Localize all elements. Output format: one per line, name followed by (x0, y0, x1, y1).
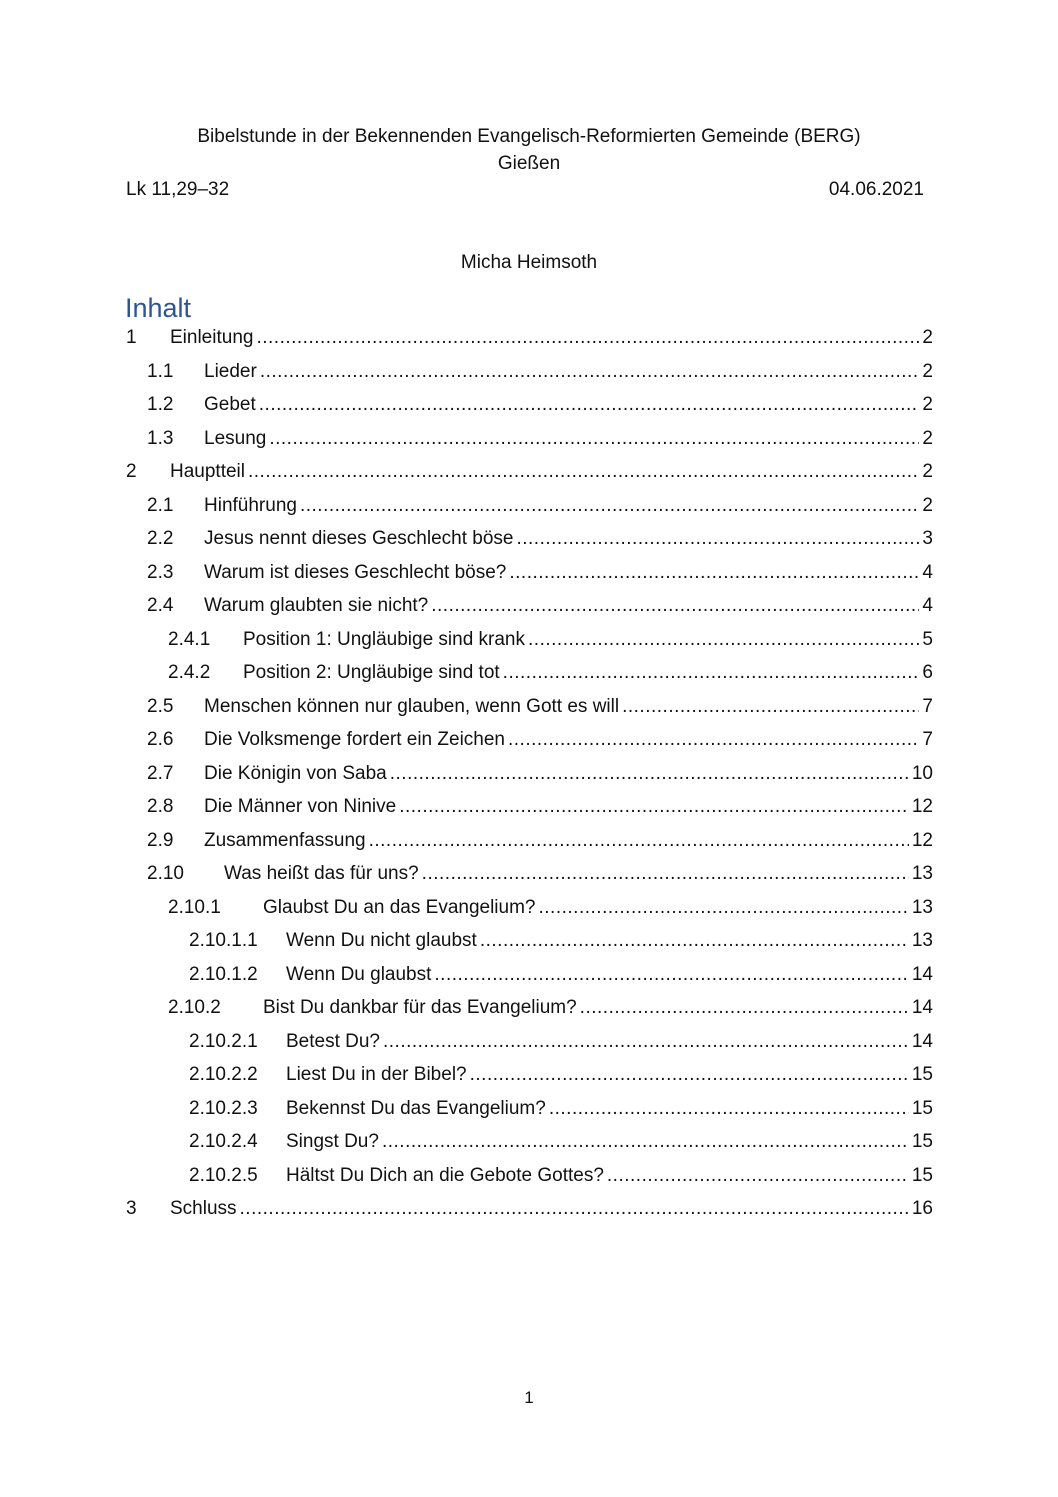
toc-entry-title: Singst Du? (286, 1131, 379, 1152)
toc-entry-title: Die Männer von Ninive (204, 796, 397, 817)
toc-entry-title: Die Volksmenge fordert ein Zeichen (204, 729, 505, 750)
toc-entry-page: 2 (922, 461, 933, 482)
toc-leader-dots (509, 562, 919, 584)
toc-entry[interactable] (126, 1198, 933, 1232)
toc-entry-number: 2.10.2.3 (189, 1097, 258, 1119)
toc-entry-page: 4 (922, 561, 933, 583)
toc-leader-dots (269, 428, 919, 450)
toc-entry-page: 12 (911, 796, 933, 817)
toc-entry[interactable] (126, 327, 933, 361)
toc-leader-dots (300, 495, 919, 517)
toc-entry-number: 2.1 (147, 494, 174, 516)
toc-entry[interactable] (126, 1098, 933, 1132)
toc-entry-number: 2.7 (147, 762, 174, 784)
toc-entry-page: 7 (922, 695, 933, 717)
toc-entry[interactable] (126, 763, 933, 797)
toc-entry-number: 2.3 (147, 561, 174, 583)
toc-entry-page: 14 (911, 963, 933, 985)
toc-leader-dots (503, 662, 920, 684)
toc-entry-page: 16 (911, 1198, 933, 1219)
page-number: 1 (524, 1388, 534, 1407)
toc-leader-dots (580, 997, 909, 1019)
toc-entry[interactable] (126, 796, 933, 830)
toc-leader-dots (259, 394, 920, 416)
toc-entry[interactable] (126, 595, 933, 629)
author-name: Micha Heimsoth (460, 252, 598, 273)
toc-leader-dots (383, 1031, 909, 1053)
toc-entry-title: Lesung (204, 427, 267, 449)
toc-entry-title: Glaubst Du an das Evangelium? (263, 896, 536, 918)
toc-leader-dots (431, 595, 919, 617)
toc-leader-dots (369, 830, 909, 852)
toc-entry-number: 2.10.2.2 (189, 1064, 258, 1085)
toc-entry-page: 12 (911, 829, 933, 851)
toc-entry-number: 1.3 (147, 427, 174, 449)
toc-entry-page: 13 (911, 896, 933, 918)
toc-entry-title: Bekennst Du das Evangelium? (286, 1097, 546, 1119)
toc-entry-page: 2 (922, 494, 933, 516)
toc-entry-page: 15 (911, 1164, 933, 1186)
toc-leader-dots (549, 1098, 909, 1120)
toc-entry-number: 2.8 (147, 796, 174, 817)
toc-entry-number: 2.5 (147, 695, 174, 717)
toc-leader-dots (528, 629, 919, 651)
toc-entry-number: 2.2 (147, 528, 174, 549)
toc-entry-number: 2.10.1.2 (189, 963, 258, 985)
toc-entry[interactable] (126, 964, 933, 998)
toc-leader-dots (390, 763, 909, 785)
toc-entry-number: 2.4.2 (168, 662, 211, 683)
toc-entry[interactable] (126, 461, 933, 495)
toc-entry-page: 15 (911, 1097, 933, 1119)
toc-leader-dots (470, 1064, 909, 1086)
toc-entry-number: 2 (126, 461, 137, 482)
toc-entry-page: 6 (922, 662, 933, 683)
toc-entry-number: 2.10.2.1 (189, 1030, 258, 1052)
toc-entry-number: 2.6 (147, 729, 174, 750)
toc-entry-title: Hältst Du Dich an die Gebote Gottes? (286, 1164, 604, 1186)
toc-entry[interactable] (126, 394, 933, 428)
toc-entry-page: 15 (911, 1131, 933, 1152)
toc-leader-dots (422, 863, 909, 885)
table-of-contents (126, 327, 933, 1232)
toc-entry-title: Gebet (204, 394, 256, 415)
toc-entry-number: 1.1 (147, 360, 174, 382)
toc-entry-number: 3 (126, 1198, 137, 1219)
toc-entry-title: Wenn Du nicht glaubst (286, 930, 477, 951)
toc-entry[interactable] (126, 997, 933, 1031)
toc-leader-dots (434, 964, 908, 986)
toc-entry[interactable] (126, 1165, 933, 1199)
toc-entry-number: 2.10 (147, 863, 184, 884)
toc-leader-dots (516, 528, 919, 550)
bible-reference: Lk 11,29–32 (126, 179, 230, 200)
toc-entry[interactable] (126, 1064, 933, 1098)
toc-entry-title: Bist Du dankbar für das Evangelium? (263, 997, 577, 1018)
toc-entry[interactable] (126, 729, 933, 763)
toc-leader-dots (260, 361, 920, 383)
toc-leader-dots (382, 1131, 909, 1153)
toc-entry-page: 2 (922, 394, 933, 415)
toc-entry-page: 2 (922, 360, 933, 382)
toc-entry-number: 1 (126, 327, 137, 348)
toc-entry-title: Schluss (170, 1198, 237, 1219)
toc-leader-dots (622, 696, 919, 718)
toc-entry[interactable] (126, 495, 933, 529)
toc-entry-number: 2.10.1.1 (189, 930, 258, 951)
toc-entry-title: Die Königin von Saba (204, 762, 387, 784)
toc-entry-title: Liest Du in der Bibel? (286, 1064, 467, 1085)
toc-leader-dots (607, 1165, 909, 1187)
toc-entry-page: 3 (922, 528, 933, 549)
toc-entry-page: 4 (922, 595, 933, 616)
toc-entry-number: 1.2 (147, 394, 174, 415)
toc-entry-title: Jesus nennt dieses Geschlecht böse (204, 528, 514, 549)
toc-entry[interactable] (126, 428, 933, 462)
toc-entry-title: Betest Du? (286, 1030, 380, 1052)
toc-entry-page: 13 (911, 863, 933, 884)
toc-leader-dots (240, 1198, 909, 1220)
toc-entry[interactable] (126, 1131, 933, 1165)
toc-entry-page: 13 (911, 930, 933, 951)
toc-entry-title: Position 1: Ungläubige sind krank (243, 628, 526, 650)
toc-entry-title: Einleitung (170, 327, 254, 348)
toc-entry-title: Hinführung (204, 494, 297, 516)
document-date: 04.06.2021 (828, 179, 924, 200)
toc-entry-title: Lieder (204, 360, 257, 382)
toc-leader-dots (399, 796, 909, 818)
toc-entry[interactable] (126, 897, 933, 931)
toc-entry[interactable] (126, 1031, 933, 1065)
toc-entry-title: Was heißt das für uns? (224, 863, 419, 884)
toc-entry-title: Menschen können nur glauben, wenn Gott es will (204, 695, 620, 717)
toc-entry-number: 2.9 (147, 829, 174, 851)
toc-entry-page: 2 (922, 327, 933, 348)
toc-heading: Inhalt (125, 293, 192, 323)
toc-entry-title: Zusammenfassung (204, 829, 366, 851)
toc-entry-number: 2.10.2 (168, 997, 221, 1018)
toc-entry-title: Warum ist dieses Geschlecht böse? (204, 561, 507, 583)
toc-entry[interactable] (126, 863, 933, 897)
document-title-line-1: Bibelstunde in der Bekennenden Evangelisch-Reformierten Gemeinde (BERG) (197, 126, 861, 147)
toc-entry-page: 5 (922, 628, 933, 650)
toc-entry-page: 7 (922, 729, 933, 750)
toc-entry[interactable] (126, 562, 933, 596)
toc-leader-dots (508, 729, 919, 751)
toc-entry[interactable] (126, 930, 933, 964)
toc-entry-number: 2.10.1 (168, 896, 221, 918)
toc-entry-page: 2 (922, 427, 933, 449)
toc-entry[interactable] (126, 662, 933, 696)
toc-entry[interactable] (126, 629, 933, 663)
toc-entry-title: Warum glaubten sie nicht? (204, 595, 429, 616)
toc-entry-number: 2.10.2.5 (189, 1164, 258, 1186)
toc-entry-page: 14 (911, 997, 933, 1018)
toc-leader-dots (248, 461, 919, 483)
toc-entry[interactable] (126, 528, 933, 562)
toc-entry-page: 14 (911, 1030, 933, 1052)
toc-entry[interactable] (126, 830, 933, 864)
document-title-line-2: Gießen (497, 153, 561, 174)
toc-entry-title: Position 2: Ungläubige sind tot (243, 662, 500, 683)
toc-leader-dots (539, 897, 909, 919)
toc-entry-page: 15 (911, 1064, 933, 1085)
toc-entry-page: 10 (911, 762, 933, 784)
toc-entry-number: 2.4 (147, 595, 174, 616)
toc-entry-number: 2.10.2.4 (189, 1131, 258, 1152)
toc-entry-number: 2.4.1 (168, 628, 211, 650)
toc-entry[interactable] (126, 361, 933, 395)
toc-entry[interactable] (126, 696, 933, 730)
toc-entry-title: Hauptteil (170, 461, 245, 482)
toc-leader-dots (480, 930, 909, 952)
toc-leader-dots (256, 327, 919, 349)
toc-entry-title: Wenn Du glaubst (286, 963, 432, 985)
